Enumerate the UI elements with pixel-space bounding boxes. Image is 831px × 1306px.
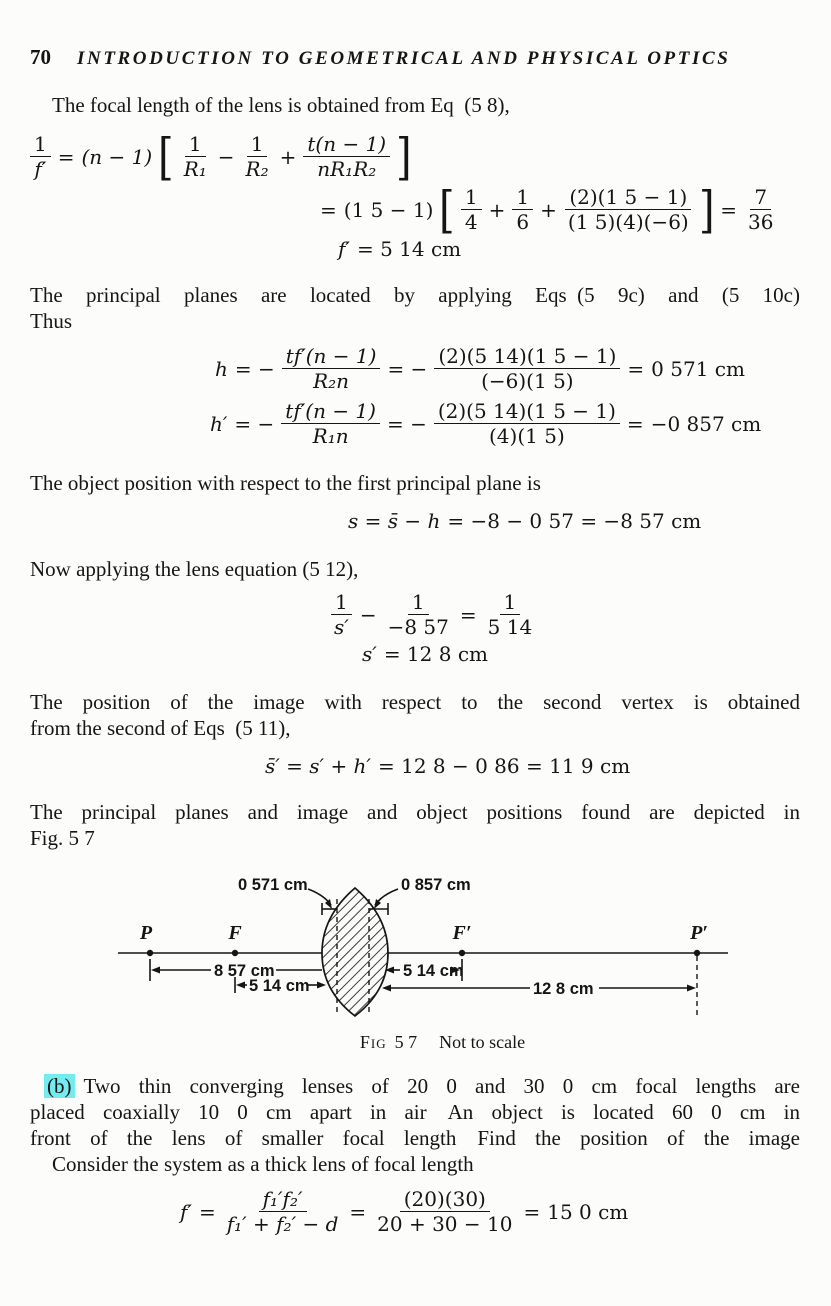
fraction-denominator: R₂n [313, 369, 350, 393]
paragraph-principal-planes [30, 282, 800, 334]
figure-caption [90, 1029, 795, 1055]
fraction-numerator: 1 [247, 132, 268, 157]
fraction [461, 185, 482, 234]
equation-lensmaker-line2 [320, 180, 800, 239]
math-operator: = − [387, 356, 428, 381]
text-line: Thus [30, 309, 72, 333]
equation-result: = 5 14 cm [356, 237, 462, 261]
arrowhead [317, 982, 326, 989]
fraction [303, 132, 390, 181]
fraction-denominator: f′ [34, 157, 47, 181]
text-line: Consider the system as a thick lens of focal length [52, 1152, 474, 1176]
math-variable: s̄′ = s′ + h′ [265, 754, 371, 778]
math-variable: s′ [362, 642, 377, 666]
fraction [242, 132, 273, 181]
math-operator: = [459, 602, 477, 627]
fraction-denominator: 5 14 [487, 615, 533, 639]
running-head [30, 44, 800, 72]
fraction [744, 185, 777, 234]
figure-caption-number: 5 7 [394, 1032, 418, 1052]
fraction-denominator: 36 [748, 210, 774, 234]
fraction [373, 1187, 516, 1236]
close-bracket: ] [396, 127, 412, 186]
fraction [223, 1187, 343, 1236]
math-operator: = − [386, 411, 427, 436]
math-term: (1 5 − 1) [343, 197, 434, 222]
fraction-numerator: 1 [461, 185, 482, 210]
math-operator: + [488, 197, 506, 222]
math-operator: = [720, 197, 738, 222]
point-label-F-prime: F′ [452, 922, 472, 944]
text-line: from the second of Eqs (5 11), [30, 716, 291, 740]
equation-result: = 12 8 − 0 86 = 11 9 cm [377, 754, 631, 778]
text-line: The principal planes are located by applying Eqs (5 9c) and (5 10c) [30, 283, 800, 307]
arrowhead [382, 985, 391, 992]
text-line: placed coaxially 10 0 cm apart in air An object is located 60 0 cm in [30, 1100, 800, 1124]
math-operator: = − [234, 356, 275, 381]
fraction-numerator: 1 [500, 590, 521, 615]
equation-sprime-result [362, 641, 800, 667]
text-line: Fig. 5 7 [30, 826, 95, 850]
fraction [512, 185, 533, 234]
close-bracket: ] [698, 180, 715, 239]
fraction-denominator: −8 57 [387, 615, 449, 639]
equation-s [348, 508, 800, 534]
dim-label-128: 12 8 cm [533, 980, 594, 998]
fraction [281, 399, 380, 448]
fraction-denominator: (4)(1 5) [489, 424, 565, 448]
math-operator: = [627, 356, 645, 381]
fraction-numerator: f₁′f₂′ [259, 1187, 307, 1212]
math-term: (n − 1) [81, 144, 153, 169]
math-variable: h [215, 356, 228, 381]
figure-5-7-diagram [110, 863, 815, 1021]
fraction-numerator: (2)(1 5 − 1) [565, 185, 691, 210]
text-segment: Two thin converging lenses of 20 0 and 30 0 cm focal lengths are [83, 1074, 800, 1098]
fraction-numerator: tf′(n − 1) [282, 344, 381, 369]
equation-lensmaker-line1 [30, 127, 800, 186]
dim-label-857: 8 57 cm [214, 962, 275, 980]
running-title: INTRODUCTION TO GEOMETRICAL AND PHYSICAL OPTICS [77, 48, 731, 69]
math-variable: f′ [338, 237, 350, 261]
equation-result: 15 0 cm [547, 1199, 629, 1224]
dim-label-0857: 0 857 cm [401, 876, 471, 894]
dim-label-514-right: 5 14 cm [403, 962, 464, 980]
fraction-denominator: R₁n [312, 424, 349, 448]
fraction-numerator: (20)(30) [400, 1187, 490, 1212]
fraction-denominator: 20 + 30 − 10 [377, 1212, 513, 1236]
fraction-numerator: 1 [185, 132, 206, 157]
text-line [30, 1073, 800, 1099]
fraction-denominator: (−6)(1 5) [481, 369, 574, 393]
math-operator: = [57, 144, 75, 169]
math-operator: = [349, 1199, 367, 1224]
math-operator: + [279, 144, 297, 169]
arrowhead [151, 967, 160, 974]
text-line: front of the lens of smaller focal length Find the position of the image [30, 1126, 800, 1150]
equation-result: 0 571 cm [651, 356, 745, 381]
point-label-P-prime: P′ [690, 922, 708, 944]
fraction-denominator: (1 5)(4)(−6) [567, 210, 689, 234]
dim-label-0571: 0 571 cm [238, 876, 308, 894]
math-operator: + [540, 197, 557, 222]
equation-result: = −8 − 0 57 = −8 57 cm [447, 509, 702, 533]
paragraph-image-position [30, 689, 800, 741]
text-line: The principal planes and image and object positions found are depicted in [30, 800, 800, 824]
equation-gauss [330, 590, 800, 639]
equation-thick-lens-focal [180, 1187, 800, 1236]
math-operator: = [198, 1199, 216, 1224]
equation-hprime [210, 399, 800, 448]
fraction-denominator: 6 [516, 210, 530, 234]
math-operator: − [217, 144, 235, 169]
arrowhead [687, 985, 696, 992]
arrowhead [236, 982, 245, 989]
paragraph-lens-equation: Now applying the lens equation (5 12), [30, 557, 359, 581]
figure-5-7 [110, 863, 800, 1027]
fraction-denominator: nR₁R₂ [317, 157, 377, 181]
paragraph-object-position: The object position with respect to the first principal plane is [30, 471, 541, 495]
math-operator: = [320, 197, 337, 222]
fraction [180, 132, 211, 181]
fraction [330, 590, 353, 639]
math-operator: = [523, 1199, 541, 1224]
math-variable: f′ [180, 1199, 192, 1224]
paragraph-part-b [30, 1073, 800, 1177]
part-b-marker-highlight: (b) [44, 1074, 75, 1098]
fraction-denominator: R₂ [245, 157, 269, 181]
figure-caption-note: Not to scale [439, 1032, 526, 1052]
figure-caption-label: Fig [359, 1032, 387, 1052]
equation-fprime-result [338, 236, 800, 262]
fraction-numerator: (2)(5 14)(1 5 − 1) [434, 399, 620, 424]
fraction [564, 185, 693, 234]
fraction-denominator: R₁ [183, 157, 207, 181]
point-label-P: P [139, 922, 153, 944]
fraction-numerator: 7 [750, 185, 771, 210]
fraction [282, 344, 381, 393]
point-label-F: F [228, 922, 242, 944]
page-number: 70 [30, 45, 51, 69]
fraction [384, 590, 453, 639]
fraction-denominator: s′ [334, 615, 349, 639]
math-variable: h′ [210, 411, 228, 436]
paragraph-depicted [30, 799, 800, 851]
open-bracket: [ [439, 180, 455, 239]
math-operator: = [626, 411, 644, 436]
fraction-numerator: 1 [30, 132, 51, 157]
fraction-denominator: 4 [464, 210, 478, 234]
fraction-numerator: t(n − 1) [303, 132, 390, 157]
text-line: The position of the image with respect to the second vertex is obtained [30, 690, 800, 714]
dim-label-514-left: 5 14 cm [249, 977, 310, 995]
paragraph-intro: The focal length of the lens is obtained from Eq (5 8), [52, 93, 510, 117]
open-bracket: [ [158, 127, 174, 186]
math-operator: − [359, 602, 377, 627]
fraction-numerator: tf′(n − 1) [281, 399, 380, 424]
fraction-numerator: 1 [512, 185, 533, 210]
fraction [30, 132, 51, 181]
fraction-numerator: 1 [331, 590, 352, 615]
fraction [434, 344, 620, 393]
fraction-denominator: f₁′ + f₂′ − d [226, 1212, 339, 1236]
fraction-numerator: (2)(5 14)(1 5 − 1) [434, 344, 620, 369]
fraction [434, 399, 620, 448]
equation-sbar [265, 753, 800, 779]
fraction-numerator: 1 [408, 590, 429, 615]
fraction [484, 590, 537, 639]
equation-h [215, 344, 800, 393]
math-operator: = − [234, 411, 275, 436]
thick-lens [322, 888, 388, 1016]
math-variable: s = s̄ − h [348, 509, 441, 533]
equation-result: = 12 8 cm [383, 642, 488, 666]
equation-result: −0 857 cm [650, 411, 762, 436]
